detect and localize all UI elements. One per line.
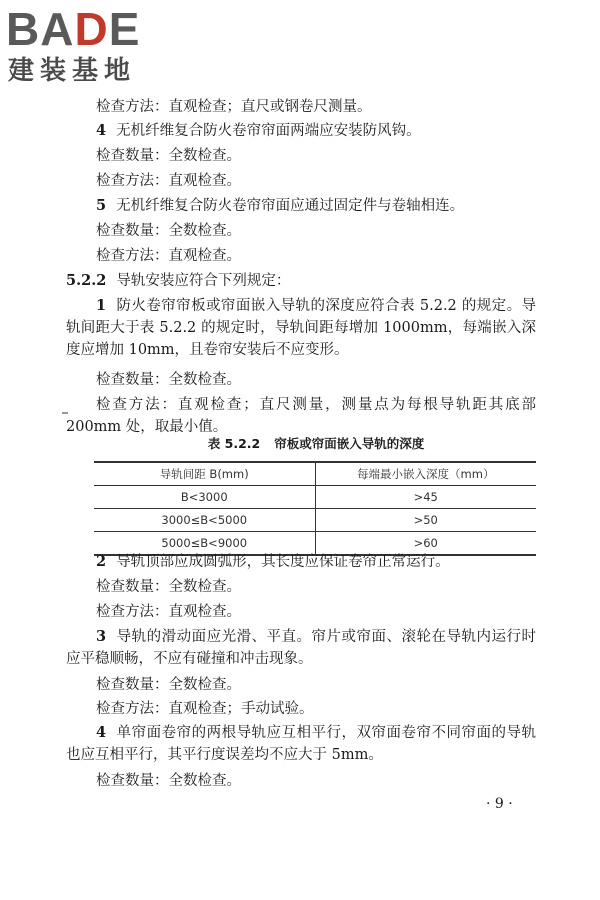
table-row xyxy=(94,486,536,509)
text-line: 检查方法：直观检查；手动试验。 xyxy=(96,701,314,717)
table-cell: >60 xyxy=(315,532,536,556)
table-cell: 5000≤B<9000 xyxy=(94,532,315,556)
logo-wordmark: BADE xyxy=(6,3,141,55)
text-line: 检查数量：全数检查。 xyxy=(96,579,241,595)
table-cell: 3000≤B<5000 xyxy=(94,509,315,532)
paragraph-1: 1 防火卷帘帘板或帘面嵌入导轨的深度应符合表 5.2.2 的规定。导轨间距大于表 5.2.2 的规定时，导轨间距每增加 1000mm，每端嵌入深度应增加 10mm，且卷帘安装后不应变形。 xyxy=(66,297,536,358)
table-cell: >45 xyxy=(315,486,536,509)
bade-logo xyxy=(6,4,176,90)
paragraph-3: 3 导轨的滑动面应光滑、平直。帘片或帘面、滚轮在导轨内运行时应平稳顺畅，不应有碰撞和冲击现象。 xyxy=(66,628,536,667)
text-line: 检查数量：全数检查。 xyxy=(96,773,241,789)
clause-5: 5 无机纤维复合防火卷帘帘面应通过固定件与卷轴相连。 xyxy=(96,197,465,214)
logo-subtitle: 建装基地 xyxy=(8,56,137,86)
text-line: 检查数量：全数检查。 xyxy=(96,677,241,693)
clause-2: 2 导轨顶部应成圆弧形，其长度应保证卷帘正常运行。 xyxy=(96,553,450,570)
page-number: · 9 · xyxy=(486,796,513,812)
text-line: 检查数量：全数检查。 xyxy=(96,148,241,164)
clause-4: 4 无机纤维复合防火卷帘帘面两端应安装防风钩。 xyxy=(96,122,421,139)
paragraph-4: 4 单帘面卷帘的两根导轨应互相平行，双帘面卷帘不同帘面的导轨也应互相平行，其平行度误差均不应大于 5mm。 xyxy=(66,724,536,763)
section-heading: 5.2.2 导轨安装应符合下列规定： xyxy=(66,272,291,289)
table-header-row xyxy=(94,462,536,486)
text-line: 检查方法：直观检查。 xyxy=(96,248,241,264)
scan-mark xyxy=(62,412,68,414)
text-line: 检查数量：全数检查。 xyxy=(96,223,241,239)
table-header-cell: 每端最小嵌入深度（mm） xyxy=(315,462,536,486)
table-cell: B<3000 xyxy=(94,486,315,509)
table-caption: 表 5.2.2 帘板或帘面嵌入导轨的深度 xyxy=(207,436,425,451)
table-header-cell: 导轨间距 B(mm) xyxy=(94,462,315,486)
text-line: 检查方法：直观检查。 xyxy=(96,604,241,620)
embedding-depth-table xyxy=(94,461,536,556)
table-cell: >50 xyxy=(315,509,536,532)
paragraph-2: 检查方法：直观检查；直尺测量，测量点为每根导轨距其底部 200mm 处，取最小值。 xyxy=(66,397,536,435)
table-row xyxy=(94,509,536,532)
text-line: 检查方法：直观检查。 xyxy=(96,173,241,189)
text-line: 检查方法：直观检查；直尺或钢卷尺测量。 xyxy=(96,99,372,115)
text-line: 检查数量：全数检查。 xyxy=(96,372,241,388)
